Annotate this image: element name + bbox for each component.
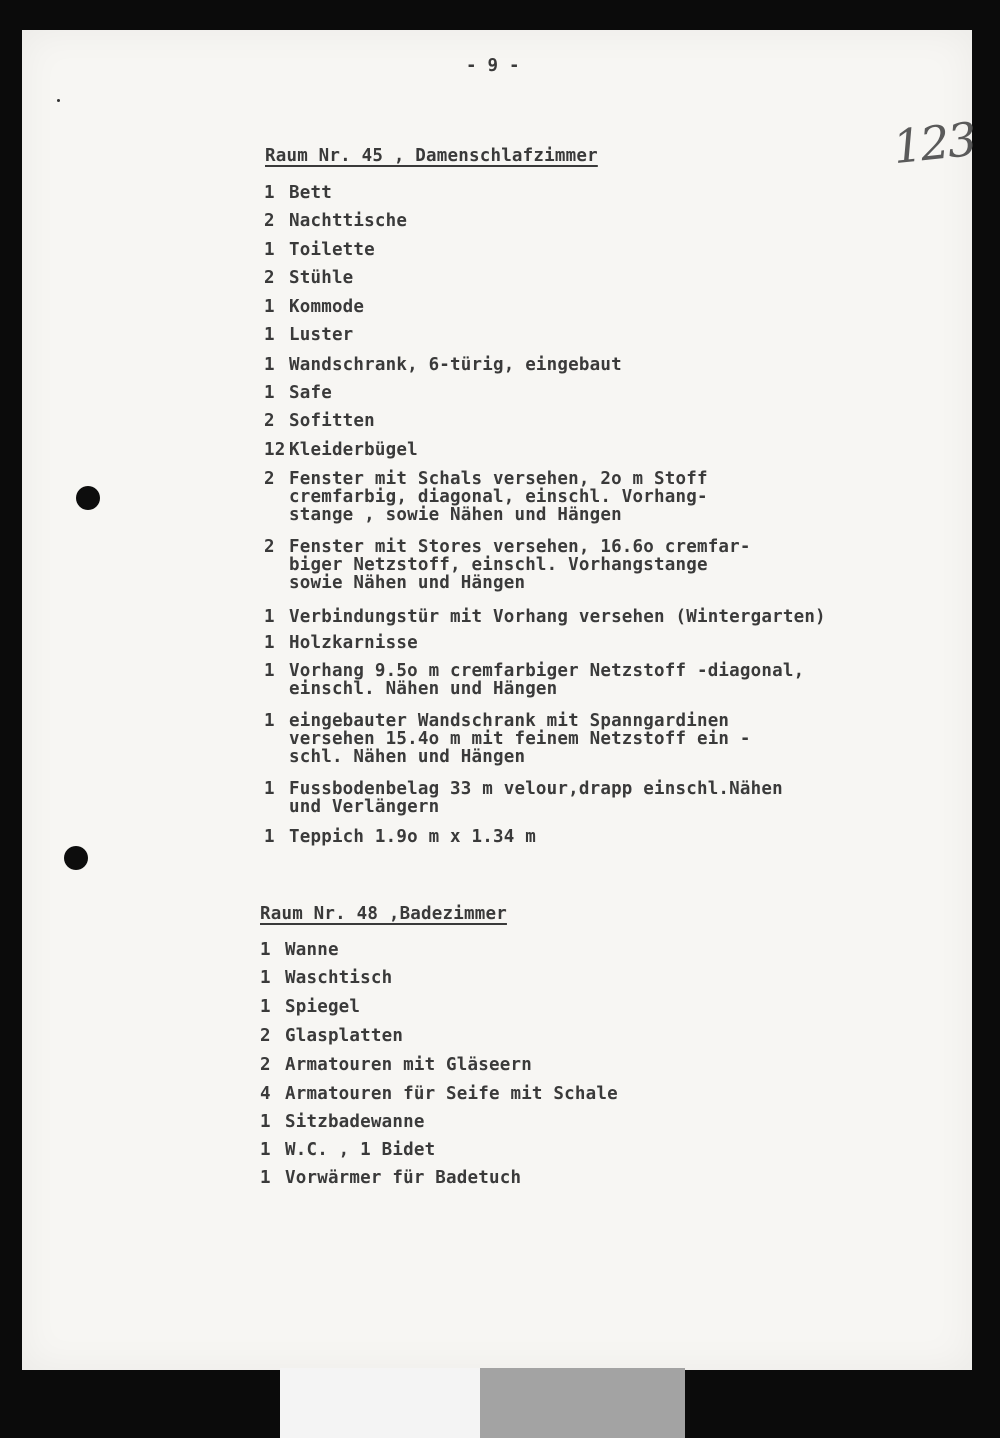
punch-hole (64, 846, 88, 870)
punch-hole (76, 486, 100, 510)
item-quantity: 1 (264, 325, 275, 345)
section-heading-damenschlafzimmer: Raum Nr. 45 , Damenschlafzimmer (265, 146, 598, 166)
item-quantity: 1 (260, 940, 271, 960)
list-item (264, 440, 418, 460)
item-quantity: 2 (264, 411, 275, 431)
list-item (264, 711, 751, 767)
list-item (264, 411, 375, 431)
item-description: Vorwärmer für Badetuch (285, 1168, 522, 1188)
scan-calibration-strip-white (280, 1368, 480, 1438)
list-item (264, 827, 536, 847)
item-description: Vorhang 9.5o m cremfarbiger Netzstoff -diagonal, einschl. Nähen und Hängen (289, 661, 805, 699)
item-quantity: 2 (264, 268, 275, 288)
page-number: - 9 - (466, 56, 520, 76)
item-description: Toilette (289, 240, 375, 260)
ink-speck (57, 99, 60, 102)
item-description: Armatouren für Seife mit Schale (285, 1084, 618, 1104)
list-item (264, 211, 408, 231)
item-description: Fenster mit Schals versehen, 2o m Stoff cremfarbig, diagonal, einschl. Vorhang- stange , sowie Nähen und Hängen (289, 469, 708, 525)
scan-calibration-strip-gray (480, 1368, 685, 1438)
list-item (260, 1084, 618, 1104)
section-heading-badezimmer: Raum Nr. 48 ,Badezimmer (260, 904, 507, 924)
list-item (260, 968, 393, 988)
item-description: Verbindungstür mit Vorhang versehen (Wintergarten) (289, 607, 826, 627)
list-item (260, 1112, 425, 1132)
item-description: Teppich 1.9o m x 1.34 m (289, 827, 536, 847)
item-quantity: 1 (264, 779, 275, 799)
item-description: Sitzbadewanne (285, 1112, 425, 1132)
item-description: Spiegel (285, 997, 361, 1017)
list-item (260, 1026, 404, 1046)
item-description: W.C. , 1 Bidet (285, 1140, 436, 1160)
list-item (260, 1055, 532, 1075)
item-quantity: 2 (264, 469, 275, 489)
item-description: Fussbodenbelag 33 m velour,drapp einschl.Nähen und Verlängern (289, 779, 783, 817)
item-quantity: 2 (264, 537, 275, 557)
list-item (264, 183, 332, 203)
item-description: eingebauter Wandschrank mit Spanngardinen versehen 15.4o m mit feinem Netzstoff ein - schl. Nähen und Hängen (289, 711, 751, 767)
list-item (260, 1168, 522, 1188)
item-quantity: 1 (264, 607, 275, 627)
item-description: Safe (289, 383, 332, 403)
list-item (264, 268, 354, 288)
item-quantity: 1 (260, 1140, 271, 1160)
item-quantity: 4 (260, 1084, 271, 1104)
item-description: Kommode (289, 297, 365, 317)
item-quantity: 1 (264, 827, 275, 847)
list-item (260, 997, 361, 1017)
item-quantity: 1 (264, 633, 275, 653)
item-description: Armatouren mit Gläseern (285, 1055, 532, 1075)
item-description: Luster (289, 325, 354, 345)
list-item (264, 469, 708, 525)
item-description: Stühle (289, 268, 354, 288)
item-description: Kleiderbügel (289, 440, 418, 460)
item-quantity: 1 (260, 968, 271, 988)
list-item (264, 240, 375, 260)
item-quantity: 1 (260, 1168, 271, 1188)
list-item (260, 940, 339, 960)
list-item (264, 633, 418, 653)
item-quantity: 2 (260, 1026, 271, 1046)
item-description: Glasplatten (285, 1026, 404, 1046)
item-quantity: 1 (260, 997, 271, 1017)
item-quantity: 12 (264, 440, 286, 460)
item-description: Waschtisch (285, 968, 393, 988)
item-quantity: 2 (260, 1055, 271, 1075)
item-quantity: 1 (260, 1112, 271, 1132)
list-item (264, 537, 751, 593)
list-item (264, 297, 365, 317)
list-item (264, 325, 354, 345)
list-item (264, 661, 805, 699)
item-description: Fenster mit Stores versehen, 16.6o cremfar- biger Netzstoff, einschl. Vorhangstange sowie Nähen und Hängen (289, 537, 751, 593)
item-quantity: 1 (264, 355, 275, 375)
item-description: Wandschrank, 6-türig, eingebaut (289, 355, 622, 375)
item-quantity: 1 (264, 383, 275, 403)
item-description: Nachttische (289, 211, 408, 231)
item-description: Holzkarnisse (289, 633, 418, 653)
item-description: Bett (289, 183, 332, 203)
item-quantity: 1 (264, 661, 275, 681)
item-quantity: 1 (264, 183, 275, 203)
item-quantity: 1 (264, 711, 275, 731)
item-description: Sofitten (289, 411, 375, 431)
list-item (260, 1140, 436, 1160)
item-quantity: 1 (264, 297, 275, 317)
item-quantity: 2 (264, 211, 275, 231)
list-item (264, 607, 826, 627)
list-item (264, 779, 783, 817)
item-description: Wanne (285, 940, 339, 960)
item-quantity: 1 (264, 240, 275, 260)
archive-folio-number: 123 (890, 111, 978, 175)
list-item (264, 383, 332, 403)
list-item (264, 355, 622, 375)
